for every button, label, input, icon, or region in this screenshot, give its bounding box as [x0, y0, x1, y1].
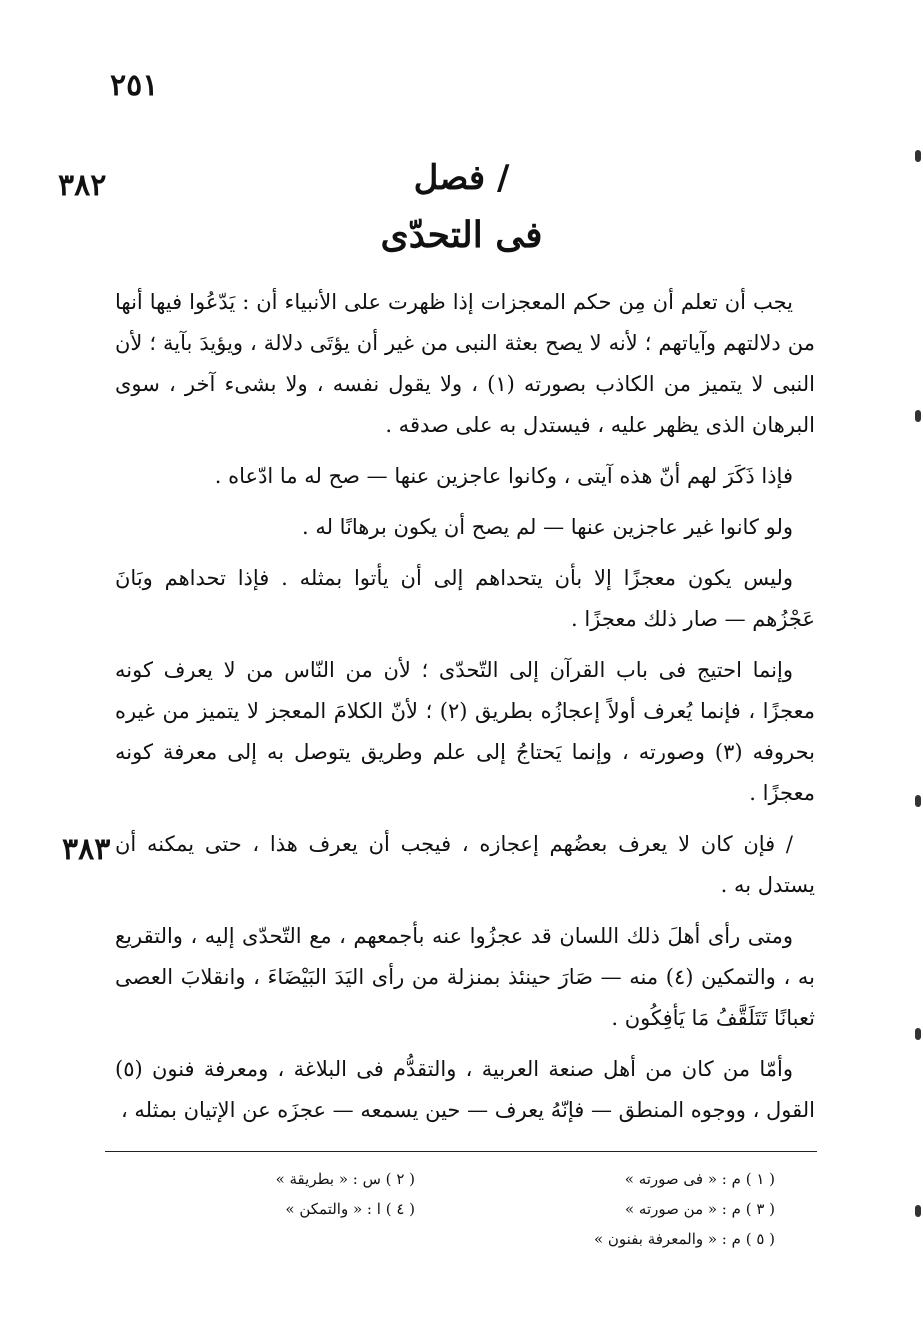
- paragraph: يجب أن تعلم أن مِن حكم المعجزات إذا ظهرت على الأنبياء أن : يَدّعُوا فيها أنها من دلالتهم وآياتهم ؛ لأنه لا يصح بعثة النبى من غير أن يؤتَى دلالة ، ويؤيدَ بآية ؛ لأن النبى لا يتميز من الكاذب بصورته (١) ، ولا يقول نفسه ، ولا بشىء آخر ، سوى البرهان الذى يظهر عليه ، فيستدل به على صدقه .: [115, 290, 815, 437]
- page-number: ٢٥١: [110, 68, 159, 103]
- footnote: ( ١ ) م : « فى صورته »: [624, 1170, 775, 1188]
- paragraph: وأمّا من كان من أهل صنعة العربية ، والتقدُّم فى البلاغة ، ومعرفة فنون (٥) القول ، ووجوه المنطق — فإنّهُ يعرف — حين يسمعه — عجزَه عن الإتيان بمثله ،: [115, 1057, 815, 1122]
- footnote: ( ٥ ) م : « والمعرفة بفنون »: [593, 1230, 775, 1248]
- paragraph: وإنما احتيج فى باب القرآن إلى التّحدّى ؛ لأن من النّاس من لا يعرف كونه معجزًا ، فإنما يُعرف أولاً إعجازُه بطريق (٢) ؛ لأنّ الكلامَ المعجز لا يتميز من غيره بحروفه (٣) وصورته ، وإنما يَحتاجُ إلى علم وطريق يتوصل به إلى معرفة كونه معجزًا .: [115, 658, 816, 805]
- paragraph: ولو كانوا غير عاجزين عنها — لم يصح أن يكون برهانًا له .: [301, 515, 793, 539]
- margin-reference: ٣٨٢: [58, 168, 107, 203]
- footnote-column-left: [195, 1164, 415, 1224]
- section-title: فى التحدّى: [380, 214, 543, 256]
- footnote-column-right: [535, 1164, 775, 1254]
- paragraph: / فإن كان لا يعرف بعضُهم إعجازه ، فيجب أن يعرف هذا ، حتى يمكنه أن يستدل به .: [115, 832, 815, 897]
- paragraph: فإذا ذَكَرَ لهم أنّ هذه آيتى ، وكانوا عاجزين عنها — صح له ما ادّعاه .: [214, 464, 793, 488]
- footnote: ( ٤ ) ا : « والتمكن »: [285, 1200, 415, 1218]
- paragraph: ومتى رأى أهلَ ذلك اللسان قد عجزُوا عنه بأجمعهم ، مع التّحدّى إليه ، والتقريع به ، والتمكين (٤) منه — صَارَ حينئذ بمنزلة من رأى اليَدَ البَيْضَاءَ ، وانقلابَ العصى ثعبانًا تَتَلَقَّفُ مَا يَأفِكُون .: [115, 924, 815, 1030]
- footnote-divider: [105, 1151, 817, 1152]
- footnote: ( ٣ ) م : « من صورته »: [624, 1200, 775, 1218]
- footnote: ( ٢ ) س : « بطريقة »: [275, 1170, 415, 1188]
- paragraph: وليس يكون معجزًا إلا بأن يتحداهم إلى أن يأتوا بمثله . فإذا تحداهم وبَانَ عَجْزُهم — صار ذلك معجزًا .: [115, 566, 815, 631]
- section-label: / فصل: [413, 158, 510, 198]
- margin-reference: ٣٨٣: [62, 832, 111, 867]
- scan-edge-mark: [915, 795, 921, 807]
- scan-edge-mark: [915, 150, 921, 162]
- scan-edge-mark: [915, 1205, 921, 1217]
- body-text: [115, 282, 815, 1141]
- scan-edge-mark: [915, 1028, 921, 1040]
- scan-edge-mark: [915, 410, 921, 422]
